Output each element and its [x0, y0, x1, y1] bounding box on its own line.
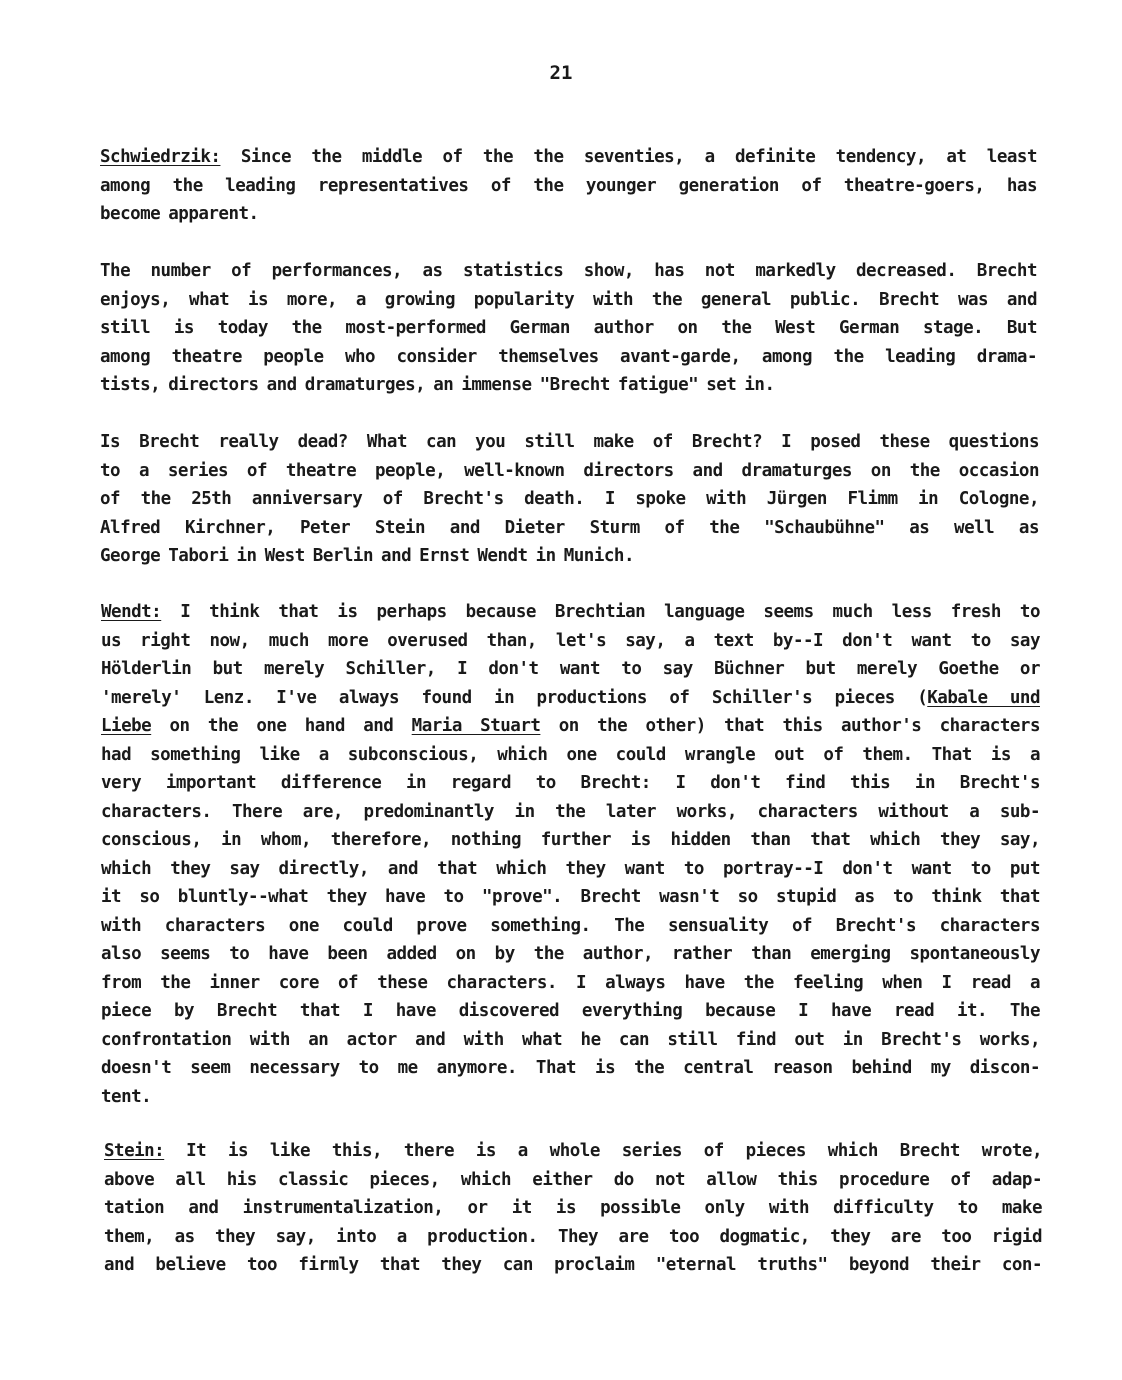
text-line: 'merely' Lenz. I've always found in productions of Schiller's pieces (Kabale und — [101, 687, 1040, 708]
text-line: very important difference in regard to Brecht: I don't find this in Brecht's — [101, 773, 1040, 793]
text-line: Wendt: I think that is perhaps because Brechtian language seems much less fresh to — [101, 602, 1040, 622]
title-maria-stuart: Maria Stuart — [411, 716, 541, 736]
text-line: with characters one could prove something. The sensuality of Brecht's characters — [101, 915, 1040, 936]
text-line: and believe too firmly that they can proclaim "eternal truths" beyond their con- — [104, 1255, 1042, 1275]
text-line: of the 25th anniversary of Brecht's death. I spoke with Jürgen Flimm in Cologne, — [100, 489, 1039, 509]
title-kabale-und: Kabale und — [927, 687, 1040, 708]
text-line: Liebe on the one hand and Maria Stuart on the other) that this author's characters — [101, 716, 1040, 736]
text-line: The number of performances, as statistics show, has not markedly decreased. Brecht — [100, 261, 1037, 281]
text-line: it so bluntly--what they have to "prove". Brecht wasn't so stupid as to think that — [101, 887, 1040, 907]
text-line: which they say directly, and that which they want to portray--I don't want to put — [101, 858, 1040, 879]
text-line: George Tabori in West Berlin and Ernst Wendt in Munich. — [100, 546, 634, 566]
paragraph-schwiedrzik — [100, 143, 1037, 229]
text-line: characters. There are, predominantly in the later works, characters without a sub- — [101, 801, 1040, 822]
speaker-name: Stein: — [104, 1141, 165, 1161]
text-line: become apparent. — [100, 204, 259, 224]
text-line: us right now, much more overused than, let's say, a text by--I don't want to say — [101, 630, 1040, 651]
text-line: confrontation with an actor and with what he can still find out in Brecht's works, — [101, 1029, 1040, 1050]
text-line: conscious, in whom, therefore, nothing further is hidden than that which they say, — [101, 830, 1040, 850]
text-line: Is Brecht really dead? What can you still make of Brecht? I posed these questions — [100, 432, 1039, 452]
text-line: Alfred Kirchner, Peter Stein and Dieter Sturm of the "Schaubühne" as well as — [100, 517, 1039, 538]
text-line: still is today the most-performed German author on the West German stage. But — [100, 318, 1037, 338]
text-line: Stein: It is like this, there is a whole series of pieces which Brecht wrote, — [104, 1141, 1042, 1161]
text-line: among theatre people who consider themselves avant-garde, among the leading drama- — [100, 346, 1037, 367]
title-liebe: Liebe — [101, 716, 152, 736]
text-line: among the leading representatives of the younger generation of theatre-goers, has — [100, 175, 1037, 196]
text-line: doesn't seem necessary to me anymore. That is the central reason behind my discon- — [101, 1058, 1040, 1078]
text-line: enjoys, what is more, a growing popularity with the general public. Brecht was and — [100, 289, 1037, 310]
text-line: Schwiedrzik: Since the middle of the the seventies, a definite tendency, at least — [100, 147, 1037, 167]
speaker-name: Schwiedrzik: — [100, 147, 221, 167]
text-line: tent. — [101, 1086, 152, 1107]
text-line: above all his classic pieces, which either do not allow this procedure of adap- — [104, 1169, 1042, 1190]
text-line: tists, directors and dramaturges, an immense "Brecht fatigue" set in. — [100, 375, 775, 395]
text-line: tation and instrumentalization, or it is possible only with difficulty to make — [104, 1198, 1042, 1218]
paragraph-questions — [100, 428, 1039, 571]
text-line: also seems to have been added on by the author, rather than emerging spontaneously — [101, 944, 1040, 964]
text-line: had something like a subconscious, which one could wrangle out of them. That is a — [101, 744, 1040, 765]
text-line: piece by Brecht that I have discovered everything because I have read it. The — [101, 1001, 1040, 1021]
paragraph-wendt — [101, 598, 1040, 1111]
speaker-name: Wendt: — [101, 602, 162, 622]
paragraph-stein — [104, 1137, 1042, 1280]
paragraph-performances — [100, 257, 1037, 400]
text-line: them, as they say, into a production. They are too dogmatic, they are too rigid — [104, 1226, 1042, 1247]
page-number: 21 — [549, 62, 573, 84]
text-line: to a series of theatre people, well-known directors and dramaturges on the occasion — [100, 460, 1039, 481]
text-line: Hölderlin but merely Schiller, I don't want to say Büchner but merely Goethe or — [101, 659, 1040, 679]
text-line: from the inner core of these characters. I always have the feeling when I read a — [101, 972, 1040, 993]
